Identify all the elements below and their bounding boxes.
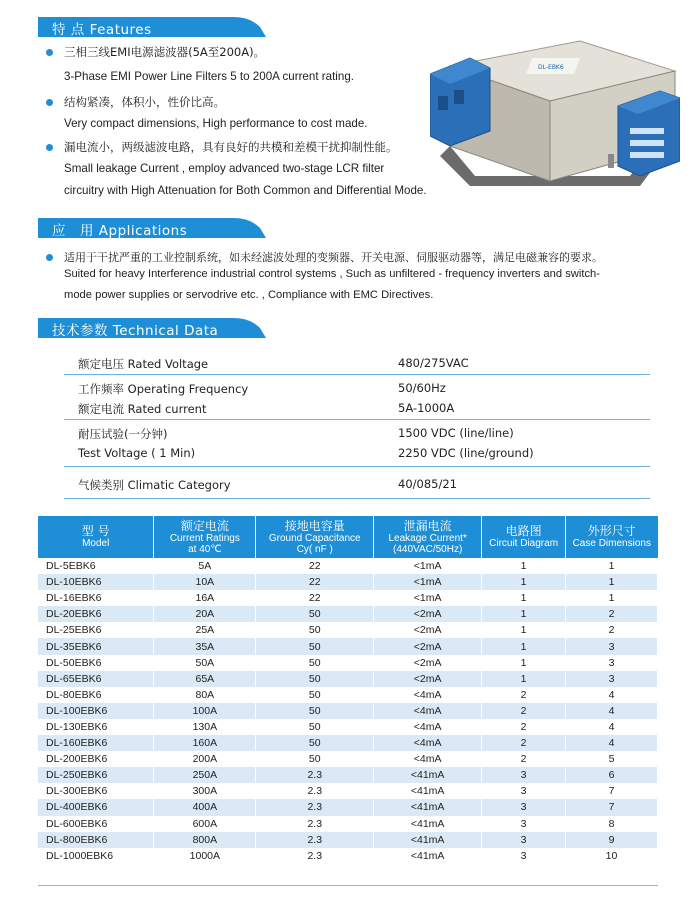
cell-leakage: <1mA [374, 574, 482, 590]
cell-case: 4 [566, 735, 658, 751]
cell-current: 600A [154, 816, 256, 832]
cell-circuit: 1 [482, 671, 566, 687]
header-current-en: Current Ratings [169, 532, 240, 544]
cell-current: 300A [154, 783, 256, 799]
cell-model: DL-400EBK6 [38, 799, 154, 815]
cell-capacitance: 2.3 [256, 832, 374, 848]
table-row [38, 799, 658, 815]
cell-current: 250A [154, 767, 256, 783]
table-row [38, 832, 658, 848]
header-model-en: Model [82, 538, 110, 549]
table-row [38, 671, 658, 687]
applications-title: 应 用 Applications [52, 223, 188, 239]
header-leakage-en2: (440VAC/50Hz) [393, 543, 463, 555]
header-leakage-zh: 泄漏电流 [403, 518, 452, 533]
cell-leakage: <41mA [374, 783, 482, 799]
table-row [38, 816, 658, 832]
cell-circuit: 3 [482, 799, 566, 815]
header-case-en: Case Dimensions [572, 538, 651, 549]
cell-capacitance: 2.3 [256, 783, 374, 799]
cell-leakage: <2mA [374, 622, 482, 638]
cell-circuit: 2 [482, 687, 566, 703]
cell-model: DL-5EBK6 [38, 558, 154, 574]
cell-capacitance: 22 [256, 574, 374, 590]
cell-case: 4 [566, 719, 658, 735]
header-model [38, 516, 154, 558]
cell-circuit: 3 [482, 783, 566, 799]
cell-model: DL-1000EBK6 [38, 848, 154, 864]
header-capacitance-en2: Cy( nF ) [296, 543, 333, 555]
cell-case: 5 [566, 751, 658, 767]
feature-3-zh: 漏电流小，两级滤波电路，具有良好的共模和差模干扰抑制性能。 [64, 140, 398, 154]
cell-leakage: <4mA [374, 751, 482, 767]
header-circuit-en: Circuit Diagram [489, 538, 559, 549]
header-leakage-en: Leakage Current* [388, 532, 467, 544]
cell-circuit: 2 [482, 703, 566, 719]
spec-test-voltage-en-label: Test Voltage ( 1 Min) [78, 446, 196, 460]
header-capacitance [256, 516, 374, 558]
spec-test-voltage-ground-value: 2250 VDC (line/ground) [398, 446, 534, 460]
cell-circuit: 1 [482, 574, 566, 590]
cell-current: 25A [154, 622, 256, 638]
applications-banner [38, 218, 266, 238]
table-row [38, 655, 658, 671]
cell-leakage: <4mA [374, 687, 482, 703]
cell-leakage: <2mA [374, 671, 482, 687]
header-capacitance-en: Ground Capacitance [268, 532, 361, 544]
header-leakage [374, 516, 482, 558]
table-row [38, 622, 658, 638]
cell-capacitance: 50 [256, 719, 374, 735]
cell-model: DL-65EBK6 [38, 671, 154, 687]
cell-case: 3 [566, 671, 658, 687]
cell-capacitance: 50 [256, 655, 374, 671]
cell-case: 6 [566, 767, 658, 783]
spec-test-voltage-zh-label: 耐压试验(一分钟) [78, 427, 168, 441]
cell-current: 50A [154, 655, 256, 671]
spec-divider [64, 498, 650, 499]
cell-capacitance: 50 [256, 687, 374, 703]
cell-case: 2 [566, 606, 658, 622]
cell-model: DL-200EBK6 [38, 751, 154, 767]
cell-capacitance: 50 [256, 606, 374, 622]
emi-filter-product-image [430, 36, 680, 198]
cell-leakage: <1mA [374, 590, 482, 606]
cell-current: 80A [154, 687, 256, 703]
cell-circuit: 1 [482, 558, 566, 574]
cell-model: DL-20EBK6 [38, 606, 154, 622]
spec-divider [64, 419, 650, 420]
technical-banner [38, 318, 266, 338]
feature-3-en: Small leakage Current , employ advanced two-stage LCR filter [64, 162, 385, 175]
cell-model: DL-130EBK6 [38, 719, 154, 735]
cell-current: 10A [154, 574, 256, 590]
cell-model: DL-25EBK6 [38, 622, 154, 638]
table-row [38, 638, 658, 654]
cell-capacitance: 50 [256, 638, 374, 654]
product-table-header [38, 516, 658, 558]
cell-current: 100A [154, 703, 256, 719]
cell-leakage: <2mA [374, 655, 482, 671]
cell-model: DL-10EBK6 [38, 574, 154, 590]
cell-circuit: 1 [482, 590, 566, 606]
cell-case: 8 [566, 816, 658, 832]
cell-current: 130A [154, 719, 256, 735]
cell-capacitance: 50 [256, 735, 374, 751]
product-table [38, 516, 658, 864]
cell-circuit: 3 [482, 767, 566, 783]
technical-title: 技术参数 Technical Data [52, 323, 219, 339]
table-row [38, 783, 658, 799]
cell-leakage: <4mA [374, 735, 482, 751]
cell-current: 16A [154, 590, 256, 606]
spec-current-label: 额定电流 Rated current [78, 402, 207, 416]
cell-leakage: <2mA [374, 638, 482, 654]
bullet-dot-icon [46, 144, 53, 151]
spec-climatic-value: 40/085/21 [398, 477, 457, 491]
cell-capacitance: 50 [256, 622, 374, 638]
cell-case: 2 [566, 622, 658, 638]
header-current-zh: 额定电流 [180, 518, 229, 533]
applications-en-cont: mode power supplies or servodrive etc. , Compliance with EMC Directives. [64, 289, 434, 301]
header-model-zh: 型 号 [81, 524, 110, 538]
cell-current: 160A [154, 735, 256, 751]
spec-frequency-value: 50/60Hz [398, 381, 446, 395]
table-row [38, 848, 658, 864]
cell-leakage: <2mA [374, 606, 482, 622]
cell-current: 35A [154, 638, 256, 654]
cell-circuit: 2 [482, 751, 566, 767]
cell-circuit: 1 [482, 606, 566, 622]
cell-model: DL-16EBK6 [38, 590, 154, 606]
cell-capacitance: 50 [256, 751, 374, 767]
cell-model: DL-800EBK6 [38, 832, 154, 848]
feature-1-en: 3-Phase EMI Power Line Filters 5 to 200A current rating. [64, 70, 354, 83]
header-circuit [482, 516, 566, 558]
feature-1-zh: 三相三线EMI电源滤波器(5A至200A)。 [64, 45, 266, 59]
cell-capacitance: 2.3 [256, 816, 374, 832]
table-row [38, 558, 658, 574]
cell-capacitance: 2.3 [256, 767, 374, 783]
cell-case: 1 [566, 574, 658, 590]
cell-circuit: 3 [482, 832, 566, 848]
table-bottom-rule [38, 885, 658, 886]
cell-capacitance: 50 [256, 671, 374, 687]
feature-2-zh: 结构紧凑，体积小，性价比高。 [64, 95, 225, 109]
cell-capacitance: 50 [256, 703, 374, 719]
cell-case: 1 [566, 590, 658, 606]
header-case-zh: 外形尺寸 [587, 524, 636, 538]
cell-case: 1 [566, 558, 658, 574]
cell-leakage: <41mA [374, 832, 482, 848]
cell-capacitance: 22 [256, 590, 374, 606]
cell-model: DL-250EBK6 [38, 767, 154, 783]
table-row [38, 590, 658, 606]
spec-climatic-label: 气候类别 Climatic Category [78, 478, 231, 492]
spec-test-voltage-line-value: 1500 VDC (line/line) [398, 426, 514, 440]
bullet-dot-icon [46, 254, 53, 261]
cell-model: DL-35EBK6 [38, 638, 154, 654]
product-table-body [38, 558, 658, 864]
bullet-dot-icon [46, 49, 53, 56]
cell-current: 5A [154, 558, 256, 574]
spec-rated-voltage-value: 480/275VAC [398, 356, 469, 370]
cell-circuit: 1 [482, 638, 566, 654]
cell-model: DL-50EBK6 [38, 655, 154, 671]
table-row [38, 719, 658, 735]
svg-text:DL-EBK6: DL-EBK6 [538, 64, 564, 71]
cell-capacitance: 2.3 [256, 848, 374, 864]
cell-model: DL-100EBK6 [38, 703, 154, 719]
cell-case: 7 [566, 783, 658, 799]
table-row [38, 767, 658, 783]
table-row [38, 751, 658, 767]
cell-circuit: 1 [482, 655, 566, 671]
table-row [38, 574, 658, 590]
cell-case: 3 [566, 638, 658, 654]
cell-current: 200A [154, 751, 256, 767]
spec-current-value: 5A-1000A [398, 401, 455, 415]
feature-2-en: Very compact dimensions, High performance to cost made. [64, 117, 368, 130]
cell-capacitance: 22 [256, 558, 374, 574]
cell-case: 4 [566, 703, 658, 719]
header-current [154, 516, 256, 558]
applications-zh: 适用于干扰严重的工业控制系统，如未经滤波处理的变频器、开关电源、伺服驱动器等，满足电磁兼容的要求。 [64, 251, 603, 264]
cell-circuit: 2 [482, 735, 566, 751]
cell-circuit: 1 [482, 622, 566, 638]
cell-leakage: <41mA [374, 799, 482, 815]
features-banner [38, 17, 266, 37]
cell-current: 400A [154, 799, 256, 815]
header-case [566, 516, 658, 558]
cell-current: 65A [154, 671, 256, 687]
cell-case: 10 [566, 848, 658, 864]
cell-current: 1000A [154, 848, 256, 864]
cell-leakage: <1mA [374, 558, 482, 574]
cell-case: 9 [566, 832, 658, 848]
cell-model: DL-600EBK6 [38, 816, 154, 832]
features-title: 特 点 Features [52, 22, 152, 38]
spec-frequency-label: 工作频率 Operating Frequency [78, 382, 249, 396]
header-capacitance-zh: 接地电容量 [284, 518, 345, 533]
cell-model: DL-80EBK6 [38, 687, 154, 703]
cell-model: DL-300EBK6 [38, 783, 154, 799]
table-row [38, 687, 658, 703]
spec-divider [64, 466, 650, 467]
cell-leakage: <41mA [374, 767, 482, 783]
cell-model: DL-160EBK6 [38, 735, 154, 751]
spec-divider [64, 374, 650, 375]
header-circuit-zh: 电路图 [505, 524, 542, 538]
cell-leakage: <41mA [374, 816, 482, 832]
cell-case: 4 [566, 687, 658, 703]
cell-current: 20A [154, 606, 256, 622]
cell-current: 800A [154, 832, 256, 848]
bullet-dot-icon [46, 99, 53, 106]
cell-case: 7 [566, 799, 658, 815]
table-row [38, 606, 658, 622]
spec-rated-voltage-label: 额定电压 Rated Voltage [78, 357, 209, 371]
cell-capacitance: 2.3 [256, 799, 374, 815]
cell-circuit: 2 [482, 719, 566, 735]
cell-case: 3 [566, 655, 658, 671]
cell-leakage: <41mA [374, 848, 482, 864]
cell-leakage: <4mA [374, 719, 482, 735]
header-current-en2: at 40℃ [188, 543, 222, 555]
cell-circuit: 3 [482, 816, 566, 832]
table-row [38, 703, 658, 719]
cell-leakage: <4mA [374, 703, 482, 719]
table-row [38, 735, 658, 751]
feature-3-en-cont: circuitry with High Attenuation for Both Common and Differential Mode. [64, 184, 427, 197]
cell-circuit: 3 [482, 848, 566, 864]
applications-en: Suited for heavy Interference industrial control systems , Such as unfiltered - frequency inverters and switch- [64, 268, 601, 280]
